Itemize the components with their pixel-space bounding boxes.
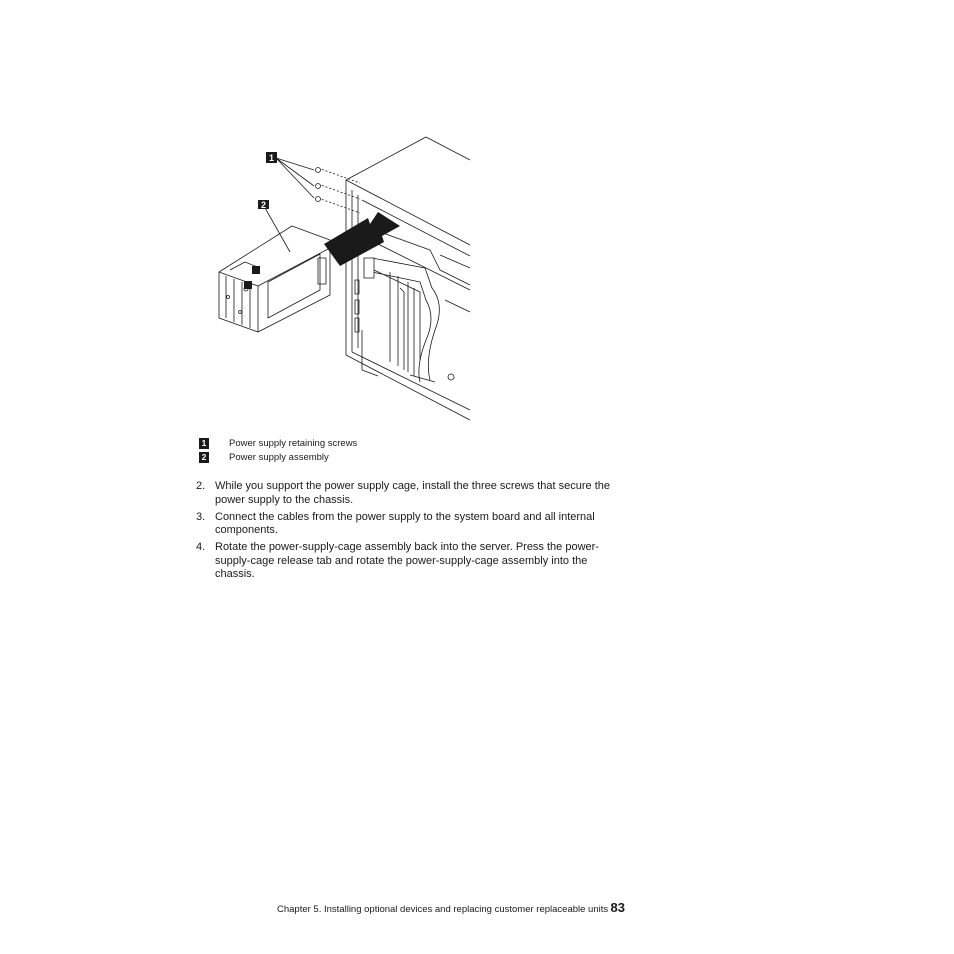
page-number: 83 — [610, 900, 625, 915]
callout-1-number: 1 — [268, 153, 275, 163]
step-text: Rotate the power-supply-cage assembly back into the server. Press the power-supply-cage release tab and rotate the power-supply-cage assembly into the chassis. — [215, 541, 599, 580]
legend-callout-number: 2 — [199, 452, 209, 463]
chassis-screw-hole — [448, 374, 454, 380]
chapter-title: Chapter 5. Installing optional devices and replacing customer replaceable units — [277, 904, 609, 915]
callout-2-number: 2 — [260, 200, 267, 210]
retaining-screw — [316, 168, 321, 173]
step-number: 2. — [196, 480, 206, 492]
step-text: While you support the power supply cage, install the three screws that secure the power supply to the chassis. — [215, 480, 610, 506]
callout-badge-1 — [266, 152, 277, 163]
power-supply-diagram — [214, 132, 474, 424]
lock-icon — [252, 266, 260, 274]
legend-description: Power supply assembly — [229, 452, 329, 463]
insertion-arrow — [324, 212, 400, 266]
step-number: 3. — [196, 510, 206, 523]
procedure-steps — [196, 480, 626, 585]
power-supply-illustration — [214, 132, 474, 424]
chassis-top-edge — [346, 137, 470, 180]
legend-callout-number: 1 — [199, 438, 209, 449]
legend-description: Power supply retaining screws — [229, 438, 358, 449]
retaining-screw — [316, 197, 321, 202]
step-number: 4. — [196, 541, 206, 553]
step-text: Connect the cables from the power supply to the system board and all internal components. — [215, 510, 595, 536]
retaining-screw — [316, 184, 321, 189]
lock-icon — [244, 281, 252, 289]
step-item — [196, 511, 626, 538]
step-item — [196, 480, 626, 507]
cable-ribbon — [380, 232, 470, 285]
callout-1-leaders — [276, 158, 314, 198]
cable-connector — [364, 258, 374, 278]
callout-badge-2 — [258, 200, 269, 210]
step-item — [196, 541, 626, 582]
power-supply-assembly — [219, 226, 330, 332]
